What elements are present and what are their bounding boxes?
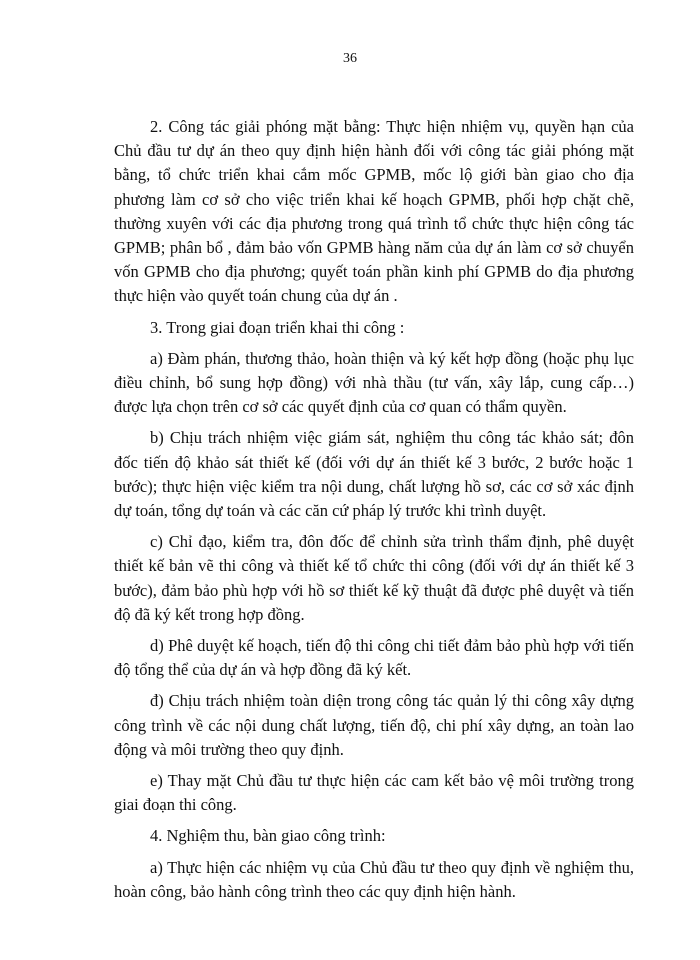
paragraph-survey-supervision: b) Chịu trách nhiệm việc giám sát, nghiệm thu công tác khảo sát; đôn đốc tiến độ khảo sát thiết kế (đối với dự án thiết kế 3 bước, 2 bước hoặc 1 bước); thực hiện việc kiểm tra nội dung, chất lượng hồ sơ, các cơ sở xác định dự toán, tổng dự toán và các căn cứ pháp lý trước khi trình duyệt. [114,428,634,521]
paragraph-environment-commitment: e) Thay mặt Chủ đầu tư thực hiện các cam kết bảo vệ môi trường trong giai đoạn thi công. [114,771,634,815]
paragraph-handover-heading: 4. Nghiệm thu, bàn giao công trình: [150,826,386,846]
paragraph-design-approval: c) Chỉ đạo, kiểm tra, đôn đốc để chỉnh sửa trình thẩm định, phê duyệt thiết kế bản vẽ thi công và thiết kế tổ chức thi công (đối với dự án thiết kế 3 bước), đảm bảo phù hợp với hồ sơ thiết kế kỹ thuật đã được phê duyệt và tiến độ đã ký kết trong hợp đồng. [114,532,634,624]
paragraph-construction-management: đ) Chịu trách nhiệm toàn diện trong công tác quản lý thi công xây dựng công trình về các nội dung chất lượng, tiến độ, chi phí xây dựng, an toàn lao động và môi trường theo quy định. [114,691,634,759]
paragraph-construction-phase-heading: 3. Trong giai đoạn triển khai thi công : [150,317,405,337]
paragraph-acceptance-tasks: a) Thực hiện các nhiệm vụ của Chủ đầu tư theo quy định về nghiệm thu, hoàn công, bảo hành công trình theo các quy định hiện hành. [114,857,634,901]
paragraph-schedule-approval: d) Phê duyệt kế hoạch, tiến độ thi công chi tiết đảm bảo phù hợp với tiến độ tổng thể của dự án và hợp đồng đã ký kết. [114,636,634,680]
page-number: 36 [343,51,357,66]
document-body [114,115,634,911]
paragraph-site-clearance: 2. Công tác giải phóng mặt bằng: Thực hiện nhiệm vụ, quyền hạn của Chủ đầu tư dự án theo quy định hiện hành đối với công tác giải phóng mặt bằng, tổ chức triển khai cắm mốc GPMB, mốc lộ giới bàn giao cho địa phương làm cơ sở cho việc triển khai kế hoạch GPMB, phối hợp chặt chẽ, thường xuyên với các địa phương trong quá trình tổ chức thực hiện công tác GPMB; phân bổ , đảm bảo vốn GPMB hàng năm của dự án làm cơ sở chuyển vốn GPMB cho địa phương; quyết toán phần kinh phí GPMB do địa phương thực hiện vào quyết toán chung của dự án . [114,117,634,306]
paragraph-contract-negotiation: a) Đàm phán, thương thảo, hoàn thiện và ký kết hợp đồng (hoặc phụ lục điều chỉnh, bổ sung hợp đồng) với nhà thầu (tư vấn, xây lắp, cung cấp…) được lựa chọn trên cơ sở các quyết định của cơ quan có thẩm quyền. [114,348,634,417]
